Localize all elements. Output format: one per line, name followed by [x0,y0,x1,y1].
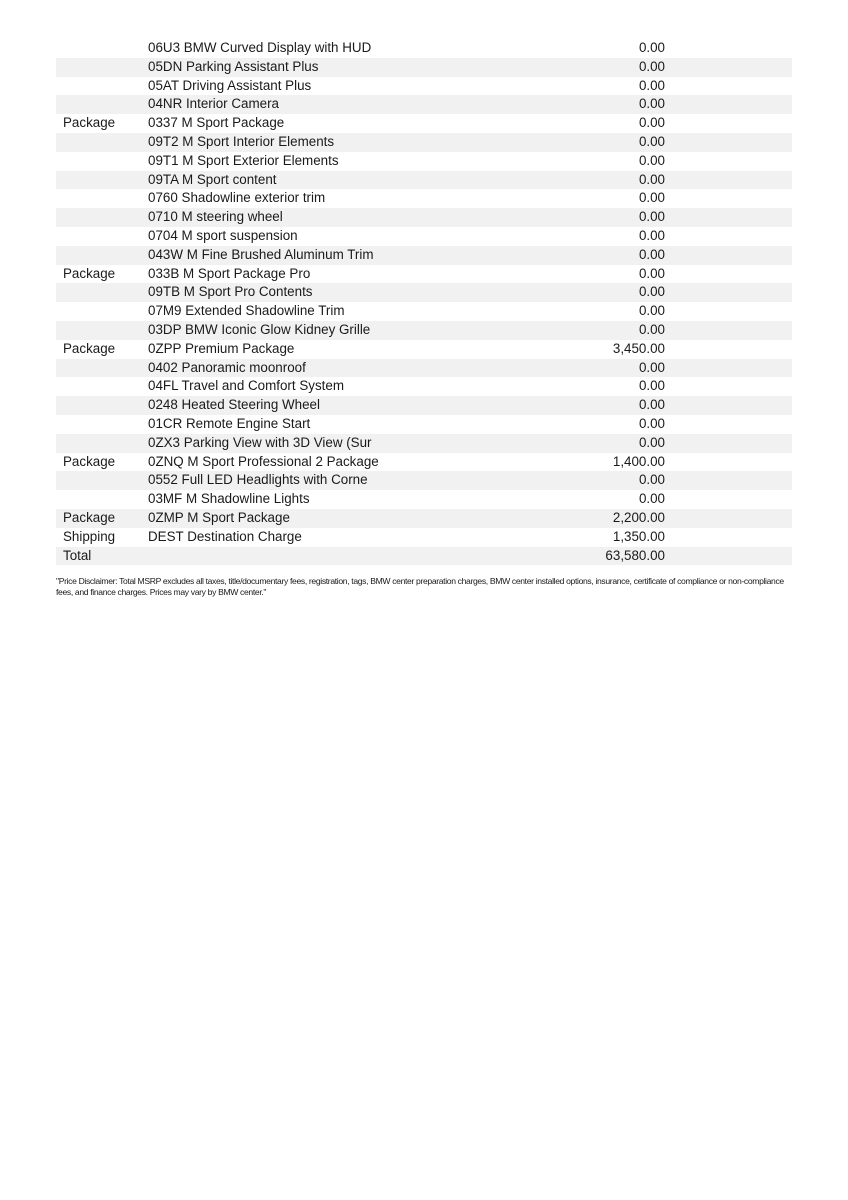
table-row [56,340,792,359]
table-row [56,528,792,547]
row-description-cell: 0ZMP M Sport Package [143,509,503,528]
row-spacer-cell [665,114,792,133]
row-price-cell: 0.00 [503,208,665,227]
row-price-cell: 0.00 [503,359,665,378]
row-type-cell [56,471,143,490]
row-spacer-cell [665,283,792,302]
table-row [56,321,792,340]
row-price-cell: 0.00 [638,115,665,131]
row-description-cell: 05AT Driving Assistant Plus [148,77,312,93]
row-type-cell [56,77,143,96]
table-row [56,377,792,396]
row-description-cell [143,547,503,566]
row-spacer-cell [665,227,792,246]
table-row [56,39,792,58]
row-price-cell: 0.00 [638,152,665,168]
row-type-cell [56,283,143,302]
row-type-cell: Package [63,115,116,131]
table-row [56,509,792,528]
row-price-cell: 1,350.00 [612,528,665,544]
row-type-cell [56,189,143,208]
table-row [56,114,792,133]
table-row [56,133,792,152]
row-spacer-cell [665,415,792,434]
row-spacer-cell [665,77,792,96]
row-price-cell: 0.00 [638,190,665,206]
row-price-cell: 0.00 [503,321,665,340]
row-price-cell: 0.00 [638,491,665,507]
row-type-cell [56,227,143,246]
row-spacer-cell [665,377,792,396]
row-price-cell: 0.00 [638,77,665,93]
row-type-cell [56,396,143,415]
row-price-cell: 63,580.00 [503,547,665,566]
row-spacer-cell [665,434,792,453]
row-spacer-cell [665,208,792,227]
row-description-cell: 0248 Heated Steering Wheel [143,396,503,415]
row-type-cell [56,246,143,265]
table-row [56,152,792,171]
row-price-cell: 1,400.00 [612,453,665,469]
row-spacer-cell [665,302,792,321]
row-description-cell: 0760 Shadowline exterior trim [148,190,326,206]
row-type-cell [56,58,143,77]
row-type-cell [56,434,143,453]
row-spacer-cell [665,265,792,284]
row-spacer-cell [665,189,792,208]
table-row [56,246,792,265]
table-row [56,396,792,415]
row-price-cell: 0.00 [638,415,665,431]
table-row [56,265,792,284]
row-spacer-cell [665,340,792,359]
price-disclaimer: "Price Disclaimer: Total MSRP excludes all taxes, title/documentary fees, registration, tags, BMW center preparation charges, BMW center installed options, insurance, certificate of compliance or non-compliance fees, and finance charges. Prices may vary by BMW center." [56,576,784,597]
row-type-cell: Package [56,509,143,528]
row-spacer-cell [665,471,792,490]
table-row [56,227,792,246]
row-spacer-cell [665,528,792,547]
row-price-cell: 2,200.00 [503,509,665,528]
table-row [56,490,792,509]
row-description-cell: 0704 M sport suspension [148,227,298,243]
row-description-cell: 09T2 M Sport Interior Elements [143,133,503,152]
row-price-cell: 0.00 [503,95,665,114]
row-description-cell: 09T1 M Sport Exterior Elements [148,152,339,168]
table-row [56,171,792,190]
table-row [56,58,792,77]
row-description-cell: 06U3 BMW Curved Display with HUD [148,40,372,55]
row-spacer-cell [665,396,792,415]
row-description-cell: 0ZPP Premium Package [148,340,295,356]
table-row [56,189,792,208]
row-price-cell: 0.00 [503,283,665,302]
row-type-cell [56,39,143,58]
row-description-cell: DEST Destination Charge [148,528,302,544]
row-spacer-cell [665,453,792,472]
row-description-cell: 07M9 Extended Shadowline Trim [148,303,345,319]
row-type-cell [56,95,143,114]
row-spacer-cell [665,321,792,340]
row-type-cell [56,152,143,171]
table-row [56,453,792,472]
row-description-cell: 03MF M Shadowline Lights [148,491,310,507]
row-type-cell [56,490,143,509]
row-type-cell [56,171,143,190]
row-description-cell: 09TB M Sport Pro Contents [143,283,503,302]
row-type-cell [56,321,143,340]
row-spacer-cell [665,39,792,58]
row-spacer-cell [665,152,792,171]
row-description-cell: 03DP BMW Iconic Glow Kidney Grille [143,321,503,340]
row-description-cell: 0ZNQ M Sport Professional 2 Package [148,453,379,469]
row-price-cell: 0.00 [638,40,665,55]
table-row [56,434,792,453]
row-description-cell: 0337 M Sport Package [148,115,285,131]
row-price-cell: 0.00 [503,396,665,415]
table-row [56,77,792,96]
row-type-cell: Total [56,547,143,566]
row-description-cell: 01CR Remote Engine Start [148,415,311,431]
row-price-cell: 0.00 [503,171,665,190]
row-type-cell [56,415,143,434]
row-description-cell: 04NR Interior Camera [143,95,503,114]
row-description-cell: 0710 M steering wheel [143,208,503,227]
row-spacer-cell [665,246,792,265]
row-type-cell [56,208,143,227]
row-price-cell: 3,450.00 [612,340,665,356]
row-spacer-cell [665,547,792,566]
row-price-cell: 0.00 [503,246,665,265]
table-row [56,547,792,566]
row-spacer-cell [665,359,792,378]
row-price-cell: 0.00 [638,303,665,319]
row-type-cell: Package [63,453,116,469]
row-type-cell [56,359,143,378]
row-type-cell: Package [63,265,116,281]
row-price-cell: 0.00 [503,434,665,453]
price-rows [56,39,792,565]
row-price-cell: 0.00 [638,265,665,281]
row-spacer-cell [665,58,792,77]
row-spacer-cell [665,171,792,190]
row-description-cell: 05DN Parking Assistant Plus [143,58,503,77]
table-row [56,302,792,321]
table-row [56,283,792,302]
row-price-cell: 0.00 [503,133,665,152]
table-row [56,208,792,227]
row-description-cell: 09TA M Sport content [143,171,503,190]
row-type-cell [56,133,143,152]
row-type-cell: Package [63,340,116,356]
row-description-cell: 0ZX3 Parking View with 3D View (Sur [143,434,503,453]
row-spacer-cell [665,490,792,509]
table-row [56,471,792,490]
table-row [56,415,792,434]
row-description-cell: 0402 Panoramic moonroof [143,359,503,378]
row-price-cell: 0.00 [503,58,665,77]
table-row [56,359,792,378]
row-type-cell [56,302,143,321]
price-breakdown-table [56,39,792,565]
row-price-cell: 0.00 [503,471,665,490]
row-spacer-cell [665,133,792,152]
row-description-cell: 04FL Travel and Comfort System [148,378,344,394]
row-type-cell [56,377,143,396]
row-spacer-cell [665,509,792,528]
row-price-cell: 0.00 [638,378,665,394]
row-type-cell: Shipping [63,528,116,544]
table-row [56,95,792,114]
row-price-cell: 0.00 [638,227,665,243]
row-description-cell: 043W M Fine Brushed Aluminum Trim [143,246,503,265]
row-description-cell: 033B M Sport Package Pro [148,265,311,281]
row-spacer-cell [665,95,792,114]
row-description-cell: 0552 Full LED Headlights with Corne [143,471,503,490]
